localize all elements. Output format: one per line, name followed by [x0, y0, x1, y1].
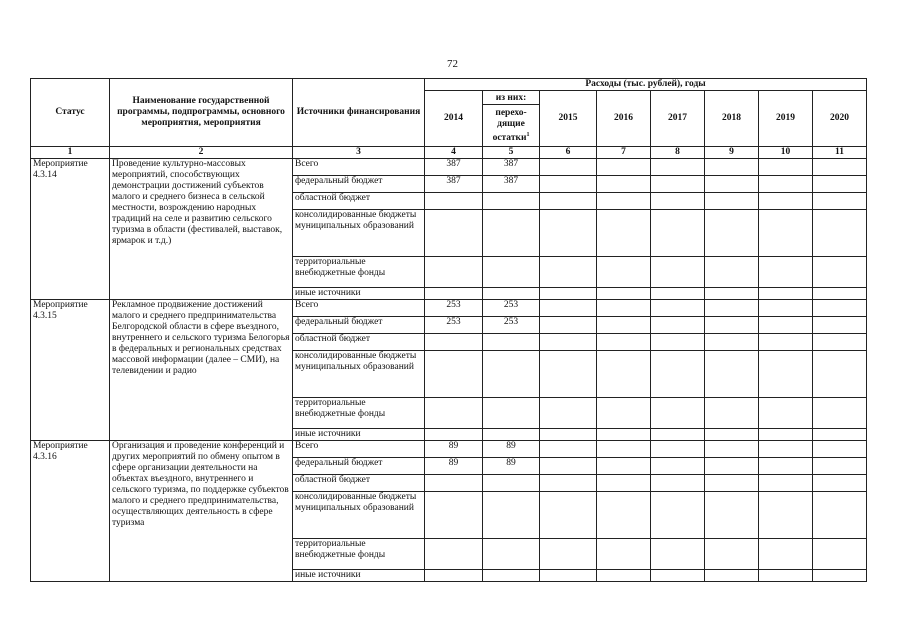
value-empty [651, 492, 705, 539]
value-carryover [483, 257, 540, 288]
value-empty [651, 334, 705, 351]
value-empty [597, 429, 651, 441]
funding-source: территориальные внебюджетные фонды [293, 257, 425, 288]
year-header-2019: 2019 [759, 91, 813, 147]
funding-source: консолидированные бюджеты муниципальных образований [293, 492, 425, 539]
value-empty [759, 176, 813, 193]
value-empty [759, 288, 813, 300]
value-empty [540, 475, 597, 492]
value-empty [759, 429, 813, 441]
value-empty [813, 300, 867, 317]
value-empty [540, 317, 597, 334]
value-empty [813, 429, 867, 441]
value-empty [597, 458, 651, 475]
value-2014: 387 [425, 159, 483, 176]
table-row [31, 300, 867, 317]
value-carryover [483, 351, 540, 398]
value-empty [759, 210, 813, 257]
value-empty [597, 334, 651, 351]
value-carryover: 253 [483, 300, 540, 317]
year-header-2015: 2015 [540, 91, 597, 147]
value-empty [540, 441, 597, 458]
value-empty [759, 441, 813, 458]
column-index: 10 [759, 147, 813, 159]
funding-source: Всего [293, 300, 425, 317]
value-empty [813, 210, 867, 257]
year-header-2018: 2018 [705, 91, 759, 147]
value-empty [813, 288, 867, 300]
value-empty [705, 288, 759, 300]
value-2014: 253 [425, 300, 483, 317]
funding-source: областной бюджет [293, 334, 425, 351]
table-row [31, 441, 867, 458]
page-number: 72 [447, 58, 458, 70]
column-index: 6 [540, 147, 597, 159]
value-empty [540, 159, 597, 176]
value-empty [597, 351, 651, 398]
value-empty [597, 176, 651, 193]
value-2014 [425, 210, 483, 257]
value-empty [540, 539, 597, 570]
value-carryover [483, 475, 540, 492]
value-carryover [483, 398, 540, 429]
value-empty [759, 159, 813, 176]
value-2014 [425, 570, 483, 582]
funding-source: территориальные внебюджетные фонды [293, 539, 425, 570]
of-them-label: из них: [483, 93, 539, 105]
value-empty [705, 317, 759, 334]
program-name-header: Наименование государственной программы, подпрограммы, основного мероприятия, мероприятия [110, 79, 293, 147]
value-empty [540, 257, 597, 288]
value-empty [651, 398, 705, 429]
value-empty [759, 539, 813, 570]
value-empty [813, 257, 867, 288]
value-empty [813, 539, 867, 570]
activity-status: Мероприятие 4.3.16 [31, 441, 110, 582]
value-empty [651, 458, 705, 475]
activity-name: Рекламное продвижение достижений малого и среднего предпринимательства Белгородской области в сфере въездного, внутреннего и сельского туризма Белогорья в федеральных и региональных средствах массовой информации (далее – СМИ), на телевидении и радио [110, 300, 293, 441]
value-empty [540, 492, 597, 539]
value-carryover [483, 334, 540, 351]
value-empty [540, 398, 597, 429]
carryover-footnote: 1 [526, 131, 530, 138]
value-empty [540, 288, 597, 300]
value-empty [597, 539, 651, 570]
value-empty [813, 351, 867, 398]
value-carryover [483, 570, 540, 582]
value-empty [759, 475, 813, 492]
value-empty [597, 193, 651, 210]
value-empty [651, 257, 705, 288]
value-2014 [425, 334, 483, 351]
value-empty [540, 334, 597, 351]
value-2014: 387 [425, 176, 483, 193]
value-empty [705, 334, 759, 351]
funding-source: иные источники [293, 429, 425, 441]
value-empty [540, 300, 597, 317]
funding-source: территориальные внебюджетные фонды [293, 398, 425, 429]
sources-header: Источники финансирования [293, 79, 425, 147]
year-header-2020: 2020 [813, 91, 867, 147]
value-carryover: 89 [483, 441, 540, 458]
value-empty [705, 210, 759, 257]
value-empty [540, 351, 597, 398]
value-empty [759, 317, 813, 334]
value-empty [651, 475, 705, 492]
status-header: Статус [31, 79, 110, 147]
value-empty [651, 176, 705, 193]
value-empty [597, 288, 651, 300]
value-2014 [425, 492, 483, 539]
value-empty [813, 334, 867, 351]
value-empty [813, 159, 867, 176]
value-empty [651, 441, 705, 458]
value-empty [540, 458, 597, 475]
value-empty [759, 570, 813, 582]
value-empty [705, 300, 759, 317]
value-empty [813, 475, 867, 492]
funding-source: областной бюджет [293, 475, 425, 492]
carryover-header [483, 91, 540, 147]
value-carryover [483, 193, 540, 210]
value-empty [759, 193, 813, 210]
value-2014: 89 [425, 441, 483, 458]
column-index: 5 [483, 147, 540, 159]
value-empty [597, 492, 651, 539]
value-2014: 253 [425, 317, 483, 334]
activity-status: Мероприятие 4.3.14 [31, 159, 110, 300]
value-empty [540, 193, 597, 210]
value-carryover [483, 429, 540, 441]
value-empty [651, 300, 705, 317]
column-index: 3 [293, 147, 425, 159]
value-empty [705, 159, 759, 176]
value-empty [651, 429, 705, 441]
budget-table [30, 78, 867, 582]
value-carryover: 253 [483, 317, 540, 334]
value-empty [813, 492, 867, 539]
value-empty [651, 159, 705, 176]
value-empty [813, 317, 867, 334]
value-empty [813, 398, 867, 429]
value-empty [705, 458, 759, 475]
column-index: 8 [651, 147, 705, 159]
value-empty [597, 441, 651, 458]
column-index: 11 [813, 147, 867, 159]
value-empty [540, 429, 597, 441]
funding-source: иные источники [293, 570, 425, 582]
expenses-header: Расходы (тыс. рублей), годы [425, 79, 867, 91]
value-empty [705, 351, 759, 398]
value-empty [597, 159, 651, 176]
value-empty [651, 317, 705, 334]
table-row [31, 159, 867, 176]
funding-source: федеральный бюджет [293, 317, 425, 334]
value-2014 [425, 351, 483, 398]
value-empty [597, 210, 651, 257]
value-empty [705, 429, 759, 441]
value-empty [813, 458, 867, 475]
value-empty [651, 193, 705, 210]
column-index: 2 [110, 147, 293, 159]
value-carryover [483, 492, 540, 539]
value-empty [597, 300, 651, 317]
value-empty [705, 398, 759, 429]
value-empty [651, 539, 705, 570]
value-2014 [425, 398, 483, 429]
value-empty [597, 475, 651, 492]
value-empty [597, 570, 651, 582]
column-index: 9 [705, 147, 759, 159]
value-2014 [425, 475, 483, 492]
activity-status: Мероприятие 4.3.15 [31, 300, 110, 441]
value-2014 [425, 429, 483, 441]
value-carryover: 387 [483, 176, 540, 193]
column-index: 1 [31, 147, 110, 159]
value-empty [705, 257, 759, 288]
activity-name: Проведение культурно-массовых мероприятий, способствующих демонстрации достижений субъектов малого и среднего бизнеса в сельской местности, возрождению народных традиций на селе и развитию сельского туризма в области (фестивалей, выставок, ярмарок и т.д.) [110, 159, 293, 300]
column-index: 4 [425, 147, 483, 159]
value-empty [540, 570, 597, 582]
value-empty [759, 257, 813, 288]
value-carryover [483, 539, 540, 570]
column-index: 7 [597, 147, 651, 159]
value-carryover [483, 288, 540, 300]
funding-source: Всего [293, 159, 425, 176]
value-empty [651, 210, 705, 257]
year-header-2016: 2016 [597, 91, 651, 147]
value-carryover: 387 [483, 159, 540, 176]
value-empty [813, 570, 867, 582]
value-empty [759, 492, 813, 539]
value-empty [705, 570, 759, 582]
funding-source: иные источники [293, 288, 425, 300]
value-empty [651, 351, 705, 398]
value-2014 [425, 539, 483, 570]
value-empty [759, 300, 813, 317]
value-2014: 89 [425, 458, 483, 475]
value-empty [540, 210, 597, 257]
table-header [31, 79, 867, 159]
table-body [31, 159, 867, 582]
value-empty [651, 288, 705, 300]
value-empty [813, 176, 867, 193]
column-index-row [31, 147, 867, 159]
year-header-2014: 2014 [425, 91, 483, 147]
value-empty [705, 475, 759, 492]
value-empty [813, 441, 867, 458]
value-empty [813, 193, 867, 210]
value-empty [759, 458, 813, 475]
carryover-label: перехо-дящие остатки [492, 107, 527, 144]
funding-source: Всего [293, 441, 425, 458]
funding-source: федеральный бюджет [293, 458, 425, 475]
value-empty [597, 317, 651, 334]
year-header-2017: 2017 [651, 91, 705, 147]
activity-name: Организация и проведение конференций и других мероприятий по обмену опытом в сфере организации деятельности на объектах въездного, внутреннего и сельского туризма, по поддержке субъектов малого и среднего предпринимательства, осуществляющих деятельность в сфере туризма [110, 441, 293, 582]
value-2014 [425, 288, 483, 300]
value-empty [705, 441, 759, 458]
value-empty [759, 334, 813, 351]
value-empty [705, 176, 759, 193]
funding-source: консолидированные бюджеты муниципальных образований [293, 351, 425, 398]
value-empty [705, 539, 759, 570]
value-empty [759, 351, 813, 398]
value-empty [705, 193, 759, 210]
funding-source: консолидированные бюджеты муниципальных образований [293, 210, 425, 257]
value-empty [597, 398, 651, 429]
value-carryover: 89 [483, 458, 540, 475]
funding-source: федеральный бюджет [293, 176, 425, 193]
value-carryover [483, 210, 540, 257]
value-empty [759, 398, 813, 429]
value-2014 [425, 193, 483, 210]
value-empty [705, 492, 759, 539]
value-empty [597, 257, 651, 288]
value-empty [651, 570, 705, 582]
value-empty [540, 176, 597, 193]
value-2014 [425, 257, 483, 288]
funding-source: областной бюджет [293, 193, 425, 210]
